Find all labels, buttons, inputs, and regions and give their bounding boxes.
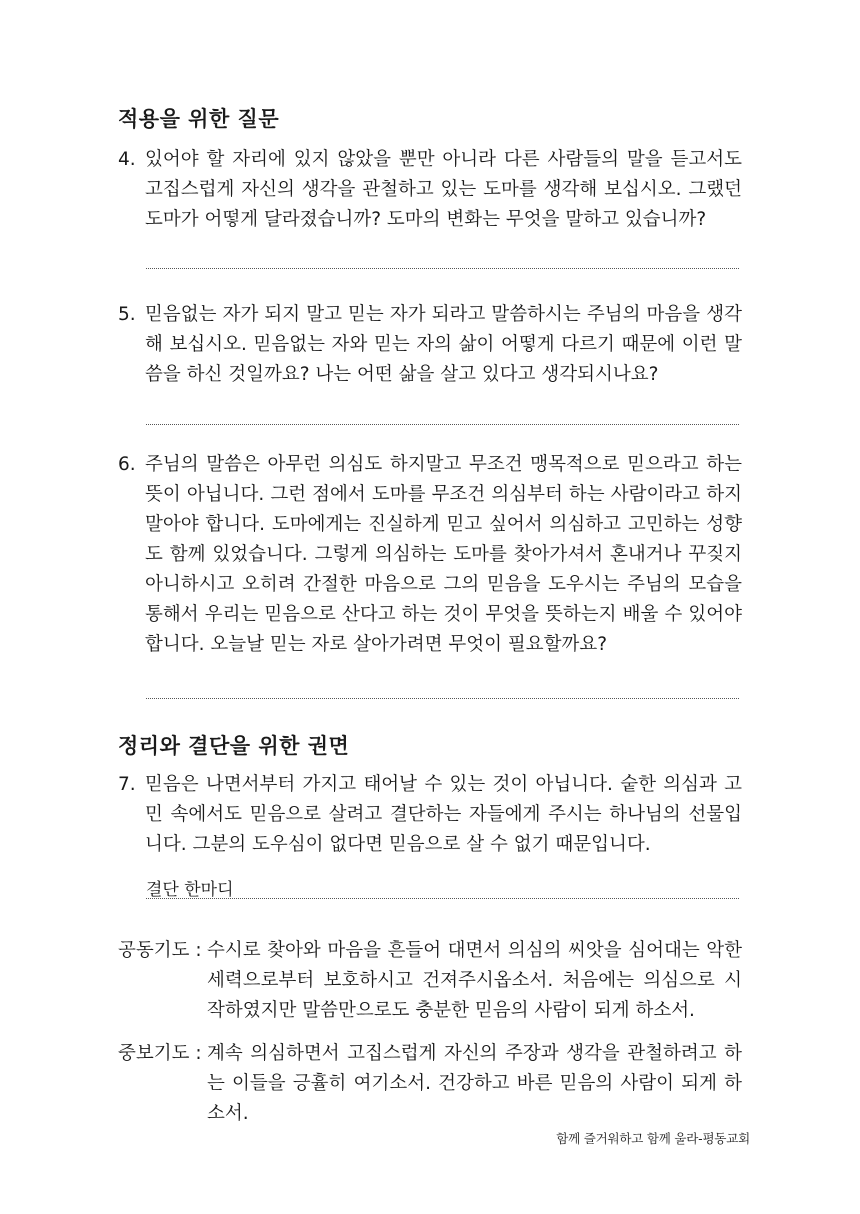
answer-line-5[interactable] [146, 424, 739, 425]
prayer-intercession [118, 1039, 742, 1129]
question-text: 주님의 말씀은 아무런 의심도 하지말고 무조건 맹목적으로 믿으라고 하는 뜻이 아닙니다. 그런 점에서 도마를 무조건 의심부터 하는 사람이라고 하지 말아야 합니다. 도마에게는 진실하게 믿고 싶어서 의심하고 고민하는 성향도 함께 있었습니다. 그렇게 의심하는 도마를 찾아가셔서 혼내거나 꾸짖지 아니하시고 오히려 간절한 마음으로 그의 믿음을 도우시는 주님의 모습을 통해서 우리는 믿음으로 산다고 하는 것이 무엇을 뜻하는지 배울 수 있어야 합니다. 오늘날 믿는 자로 살아가려면 무엇이 필요할까요? [145, 454, 742, 655]
question-number: 6. [118, 454, 136, 475]
answer-line-6[interactable] [146, 698, 739, 699]
question-5 [118, 300, 742, 390]
section-title-resolution: 정리와 결단을 위한 권면 [118, 734, 350, 758]
prayer-label: 공동기도 : [118, 940, 202, 961]
prayer-common [118, 936, 742, 1026]
question-text: 믿음없는 자가 되지 말고 믿는 자가 되라고 말씀하시는 주님의 마음을 생각해 보십시오. 믿음없는 자와 믿는 자의 삶이 어떻게 다르기 때문에 이런 말씀을 하신 것일까요? 나는 어떤 삶을 살고 있다고 생각되시나요? [145, 304, 742, 385]
question-number: 5. [118, 304, 136, 325]
item-text: 믿음은 나면서부터 가지고 태어날 수 있는 것이 아닙니다. 숱한 의심과 고민 속에서도 믿음으로 살려고 결단하는 자들에게 주시는 하나님의 선물입니다. 그분의 도우심이 없다면 믿음으로 살 수 없기 때문입니다. [145, 774, 742, 855]
church-footer: 함께 즐거워하고 함께 울라-평동교회 [556, 1131, 750, 1146]
exhortation-7 [118, 770, 742, 860]
question-4 [118, 145, 742, 235]
question-text: 있어야 할 자리에 있지 않았을 뿐만 아니라 다른 사람들의 말을 듣고서도 고집스럽게 자신의 생각을 관철하고 있는 도마를 생각해 보십시오. 그랬던 도마가 어떻게 달라졌습니까? 도마의 변화는 무엇을 말하고 있습니까? [145, 149, 742, 230]
question-number: 4. [118, 149, 136, 170]
decision-label: 결단 한마디 [146, 880, 234, 900]
answer-line-4[interactable] [146, 268, 739, 269]
item-number: 7. [118, 774, 136, 795]
prayer-text: 수시로 찾아와 마음을 흔들어 대면서 의심의 씨앗을 심어대는 악한 세력으로부터 보호하시고 건져주시옵소서. 처음에는 의심으로 시작하였지만 말씀만으로도 충분한 믿음의 사람이 되게 하소서. [207, 940, 742, 1021]
section-title-application: 적용을 위한 질문 [118, 107, 280, 131]
prayer-label: 중보기도 : [118, 1043, 202, 1064]
prayer-text: 계속 의심하면서 고집스럽게 자신의 주장과 생각을 관철하려고 하는 이들을 긍휼히 여기소서. 건강하고 바른 믿음의 사람이 되게 하소서. [207, 1043, 742, 1124]
question-6 [118, 450, 742, 660]
decision-answer-line[interactable] [146, 898, 739, 899]
